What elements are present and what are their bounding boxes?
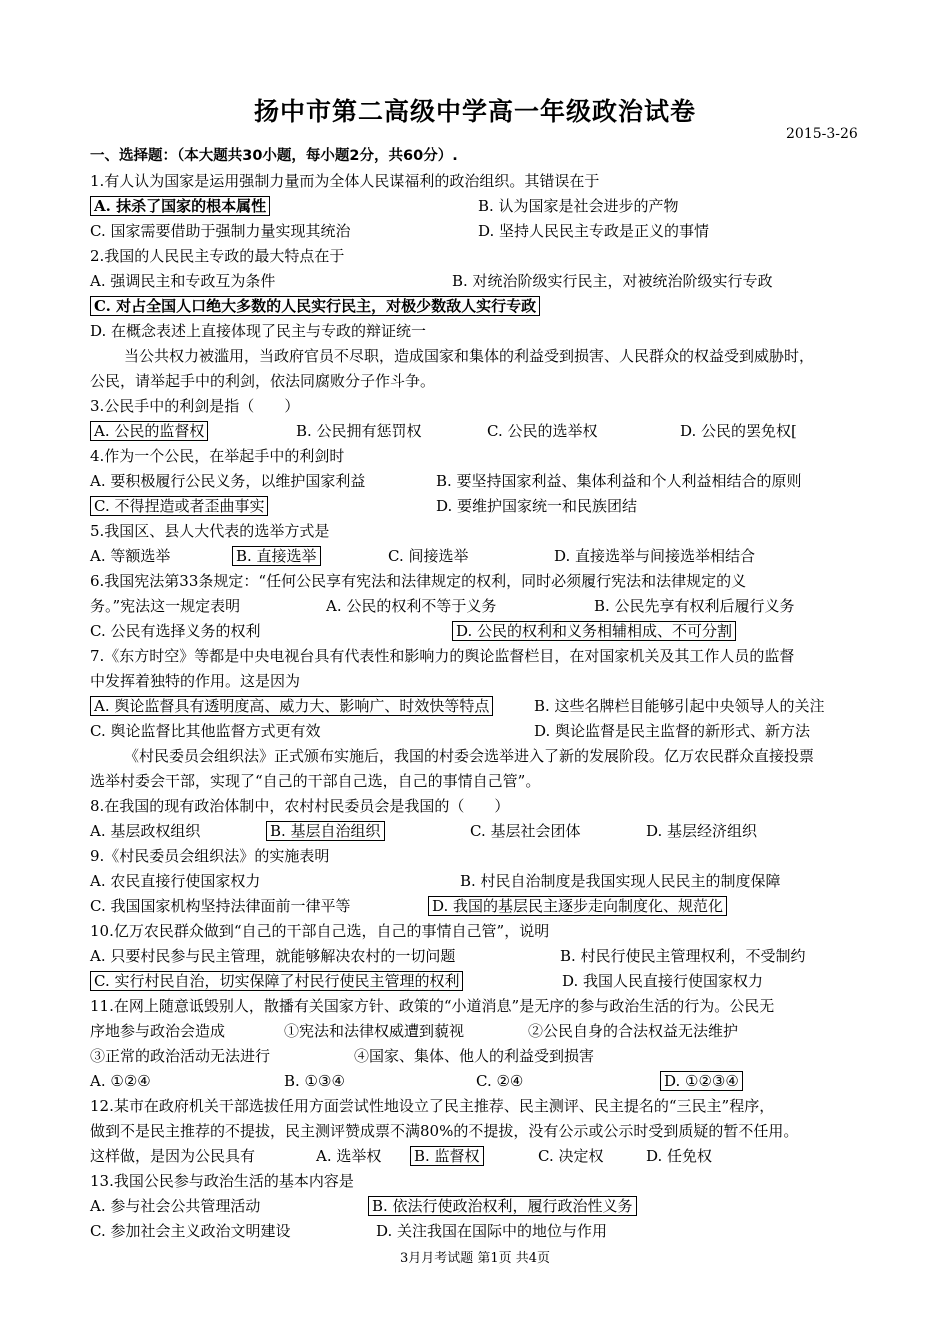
question-12-line-1: 12.某市在政府机关干部选拔任用方面尝试性地设立了民主推荐、民主测评、民主提名的“三民主”程序， xyxy=(90,1097,775,1115)
exam-title: 扬中市第二高级中学高一年级政治试卷 xyxy=(253,97,696,126)
q5-option-d: D. 直接选举与间接选举相结合 xyxy=(554,547,756,565)
question-1-stem: 1.有人认为国家是运用强制力量而为全体人民谋福利的政治组织。其错误在于 xyxy=(90,172,600,190)
answer-box: C. 实行村民自治，切实保障了村民行使民主管理的权利 xyxy=(90,971,463,991)
q1-option-d: D. 坚持人民民主专政是正义的事情 xyxy=(478,222,710,240)
q8-option-b xyxy=(266,819,385,843)
question-12-line-2: 做到不是民主推荐的不提拔，民主测评赞成票不满80%的不提拔，没有公示或公示时受到质疑的暂不任用。 xyxy=(90,1122,799,1140)
q3-option-c: C. 公民的选举权 xyxy=(487,422,598,440)
answer-box: A. 抹杀了国家的根本属性 xyxy=(90,196,270,216)
q4-option-c xyxy=(90,494,268,518)
q12-option-b xyxy=(410,1144,484,1168)
q8-option-d: D. 基层经济组织 xyxy=(646,822,758,840)
q6-option-d xyxy=(452,619,736,643)
answer-box: A. 舆论监督具有透明度高、威力大、影响广、时效快等特点 xyxy=(90,696,493,716)
q7-option-a xyxy=(90,694,493,718)
q11-statement-3: ③正常的政治活动无法进行 xyxy=(90,1047,271,1065)
q4-option-b: B. 要坚持国家利益、集体利益和个人利益相结合的原则 xyxy=(436,472,802,490)
q13-option-a: A. 参与社会公共管理活动 xyxy=(90,1197,261,1215)
answer-box: A. 公民的监督权 xyxy=(90,421,208,441)
question-2-stem: 2.我国的人民民主专政的最大特点在于 xyxy=(90,247,345,265)
question-11-line-1: 11.在网上随意诋毁别人，散播有关国家方针、政策的“小道消息”是无序的参与政治生活的行为。公民无 xyxy=(90,997,775,1015)
answer-box: B. 直接选举 xyxy=(232,546,321,566)
q13-option-c: C. 参加社会主义政治文明建设 xyxy=(90,1222,291,1240)
question-3-stem: 3.公民手中的利剑是指（ ） xyxy=(90,397,300,415)
q8-option-c: C. 基层社会团体 xyxy=(470,822,581,840)
q2-option-c xyxy=(90,294,540,318)
q7-option-c: C. 舆论监督比其他监督方式更有效 xyxy=(90,722,321,740)
q5-option-c: C. 间接选举 xyxy=(388,547,469,565)
answer-box: D. 公民的权利和义务相辅相成、不可分割 xyxy=(452,621,736,641)
q4-option-d: D. 要维护国家统一和民族团结 xyxy=(436,497,638,515)
q1-option-b: B. 认为国家是社会进步的产物 xyxy=(478,197,679,215)
q10-option-a: A. 只要村民参与民主管理，就能够解决农村的一切问题 xyxy=(90,947,456,965)
q11-option-b: B. ①③④ xyxy=(284,1072,345,1090)
page-footer: 3月月考试题 第1页 共4页 xyxy=(399,1251,551,1266)
answer-box: B. 基层自治组织 xyxy=(266,821,385,841)
q12-option-c: C. 决定权 xyxy=(538,1147,604,1165)
question-7-line-2: 中发挥着独特的作用。这是因为 xyxy=(90,672,301,690)
q11-statement-1: ①宪法和法律权威遭到藐视 xyxy=(284,1022,465,1040)
q5-option-a: A. 等额选举 xyxy=(90,547,171,565)
q6-option-b: B. 公民先享有权利后履行义务 xyxy=(594,597,795,615)
q11-option-a: A. ①②④ xyxy=(90,1072,151,1090)
answer-box: C. 对占全国人口绝大多数的人民实行民主，对极少数敌人实行专政 xyxy=(90,296,540,316)
q10-option-d: D. 我国人民直接行使国家权力 xyxy=(562,972,764,990)
q2-option-a: A. 强调民主和专政互为条件 xyxy=(90,272,276,290)
q8-option-a: A. 基层政权组织 xyxy=(90,822,201,840)
q3-option-a xyxy=(90,419,208,443)
q11-statement-2: ②公民自身的合法权益无法维护 xyxy=(528,1022,739,1040)
q11-statement-4: ④国家、集体、他人的利益受到损害 xyxy=(354,1047,595,1065)
q10-option-b: B. 村民行使民主管理权利，不受制约 xyxy=(560,947,806,965)
q13-option-d: D. 关注我国在国际中的地位与作用 xyxy=(376,1222,608,1240)
q11-option-d xyxy=(660,1069,743,1093)
answer-box: D. ①②③④ xyxy=(660,1071,743,1091)
q9-option-a: A. 农民直接行使国家权力 xyxy=(90,872,261,890)
question-12-line-3: 这样做，是因为公民具有 xyxy=(90,1147,256,1165)
q10-option-c xyxy=(90,969,463,993)
question-6-line-2: 务。”宪法这一规定表明 xyxy=(90,597,241,615)
q12-option-a: A. 选举权 xyxy=(316,1147,382,1165)
q6-option-c: C. 公民有选择义务的权利 xyxy=(90,622,261,640)
question-13-stem: 13.我国公民参与政治生活的基本内容是 xyxy=(90,1172,354,1190)
q3-option-b: B. 公民拥有惩罚权 xyxy=(296,422,422,440)
section-heading: 一、选择题：（本大题共30小题，每小题2分，共60分）. xyxy=(90,148,458,164)
question-11-line-2: 序地参与政治会造成 xyxy=(90,1022,226,1040)
q9-option-c: C. 我国国家机构坚持法律面前一律平等 xyxy=(90,897,351,915)
material-2-line-1: 《村民委员会组织法》正式颁布实施后，我国的村委会选举进入了新的发展阶段。亿万农民群众直接投票 xyxy=(124,747,815,765)
question-8-stem: 8.在我国的现有政治体制中，农村村民委员会是我国的（ ） xyxy=(90,797,510,815)
question-10-stem: 10.亿万农民群众做到“自己的干部自己选，自己的事情自己管”，说明 xyxy=(90,922,550,940)
q9-option-b: B. 村民自治制度是我国实现人民民主的制度保障 xyxy=(460,872,781,890)
q7-option-d: D. 舆论监督是民主监督的新形式、新方法 xyxy=(534,722,811,740)
q1-option-a xyxy=(90,194,270,218)
question-7-line-1: 7.《东方时空》等都是中央电视台具有代表性和影响力的舆论监督栏目，在对国家机关及其工作人员的监督 xyxy=(90,647,795,665)
answer-box: B. 监督权 xyxy=(410,1146,484,1166)
answer-box: B. 依法行使政治权利，履行政治性义务 xyxy=(368,1196,637,1216)
answer-box: C. 不得捏造或者歪曲事实 xyxy=(90,496,268,516)
q4-option-a: A. 要积极履行公民义务，以维护国家利益 xyxy=(90,472,366,490)
q5-option-b xyxy=(232,544,321,568)
material-1-line-1: 当公共权力被滥用，当政府官员不尽职，造成国家和集体的利益受到损害、人民群众的权益受到威胁时， xyxy=(124,347,815,365)
material-2-line-2: 选举村委会干部，实现了“自己的干部自己选，自己的事情自己管”。 xyxy=(90,772,541,790)
q2-option-b: B. 对统治阶级实行民主，对被统治阶级实行专政 xyxy=(452,272,773,290)
q1-option-c: C. 国家需要借助于强制力量实现其统治 xyxy=(90,222,351,240)
q6-option-a: A. 公民的权利不等于义务 xyxy=(326,597,497,615)
q2-option-d: D. 在概念表述上直接体现了民主与专政的辩证统一 xyxy=(90,322,427,340)
question-5-stem: 5.我国区、县人大代表的选举方式是 xyxy=(90,522,330,540)
q3-option-d: D. 公民的罢免权[ xyxy=(680,422,797,440)
exam-date: 2015-3-26 xyxy=(786,126,858,142)
question-4-stem: 4.作为一个公民，在举起手中的利剑时 xyxy=(90,447,345,465)
material-1-line-2: 公民，请举起手中的利剑，依法同腐败分子作斗争。 xyxy=(90,372,436,390)
question-6-line-1: 6.我国宪法第33条规定：“任何公民享有宪法和法律规定的权利，同时必须履行宪法和法律规定的义 xyxy=(90,572,747,590)
q13-option-b xyxy=(368,1194,637,1218)
q11-option-c: C. ②④ xyxy=(476,1072,524,1090)
q9-option-d xyxy=(428,894,727,918)
q12-option-d: D. 任免权 xyxy=(646,1147,713,1165)
answer-box: D. 我国的基层民主逐步走向制度化、规范化 xyxy=(428,896,727,916)
question-9-stem: 9.《村民委员会组织法》的实施表明 xyxy=(90,847,330,865)
q7-option-b: B. 这些名牌栏目能够引起中央领导人的关注 xyxy=(534,697,825,715)
